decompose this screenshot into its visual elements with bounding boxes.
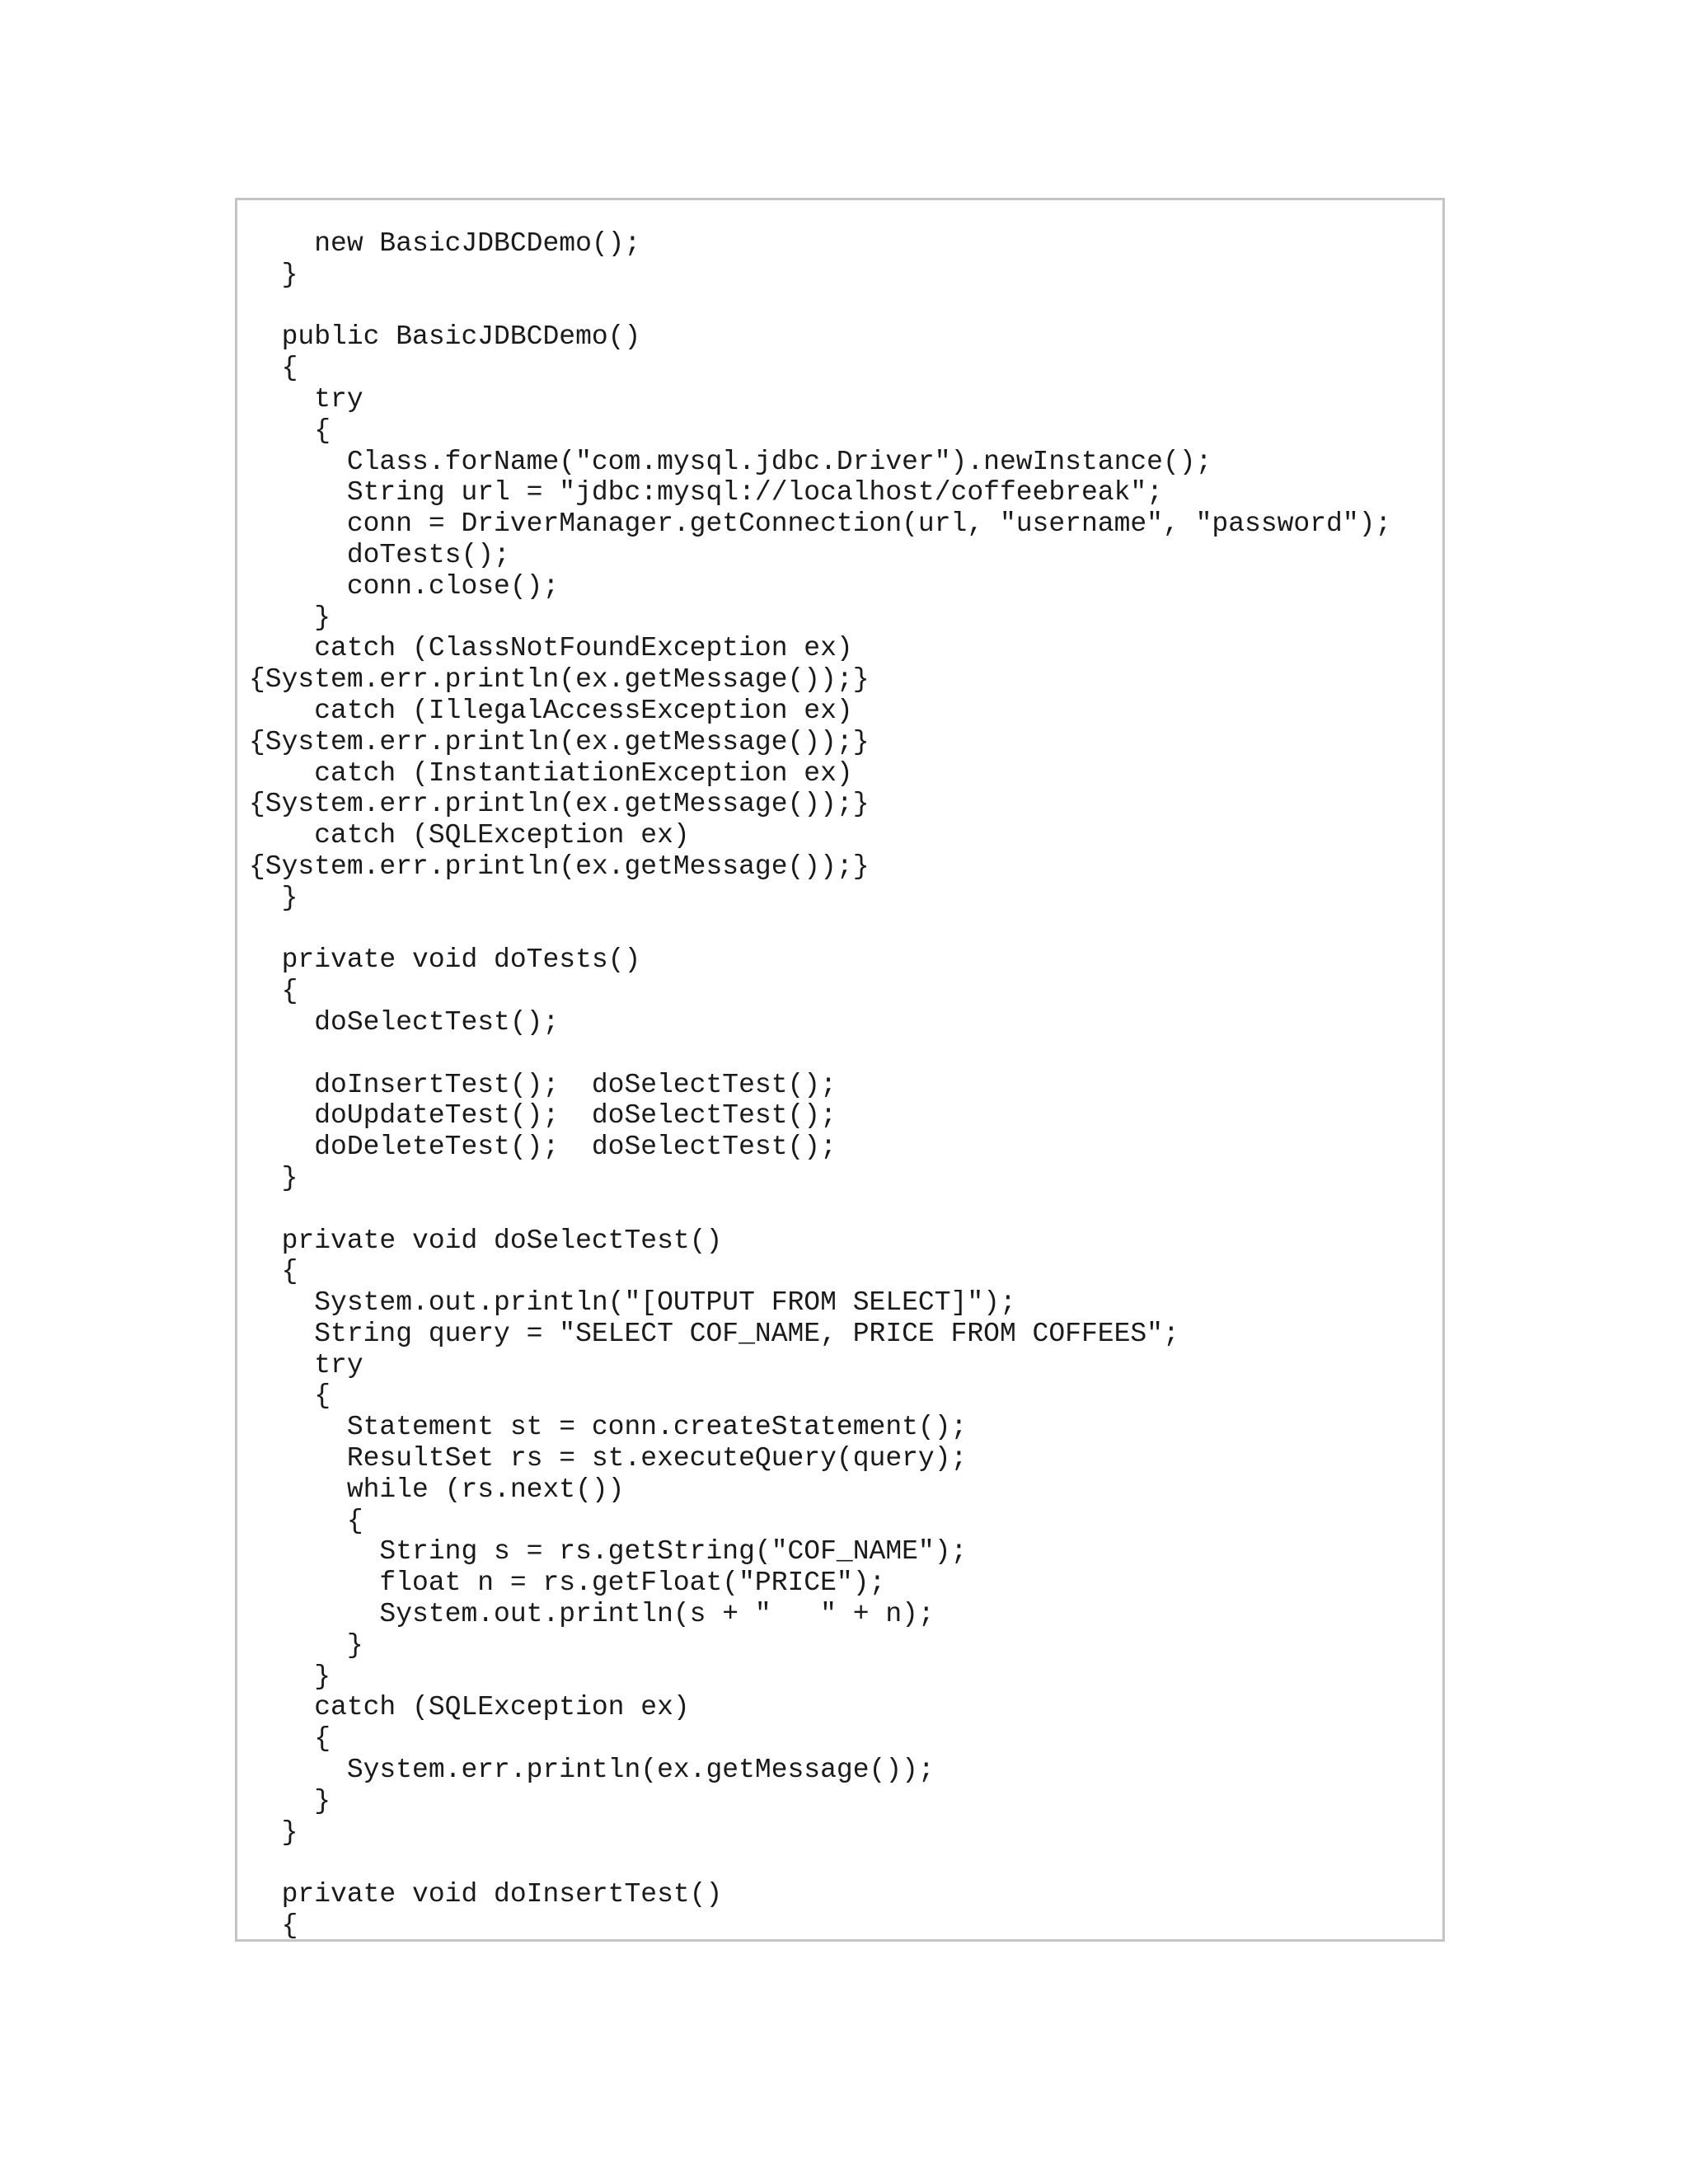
code-line: String url = "jdbc:mysql://localhost/coffeebreak";	[249, 477, 1163, 509]
code-line: Class.forName("com.mysql.jdbc.Driver").newInstance();	[249, 446, 1212, 477]
code-line: {	[249, 976, 298, 1007]
code-line: try	[249, 383, 363, 415]
code-line	[249, 291, 1391, 322]
code-line: catch (ClassNotFoundException ex)	[249, 633, 853, 664]
code-line: }	[249, 259, 298, 290]
code-line: {	[249, 1723, 331, 1755]
code-line: catch (InstantiationException ex)	[249, 757, 853, 789]
code-line	[249, 1194, 1391, 1226]
code-line: float n = rs.getFloat("PRICE");	[249, 1568, 886, 1599]
code-line: }	[249, 882, 298, 913]
code-line: doDeleteTest(); doSelectTest();	[249, 1132, 837, 1163]
code-line: {	[249, 1910, 298, 1942]
code-line: doTests();	[249, 539, 510, 570]
code-line: new BasicJDBCDemo();	[249, 228, 641, 259]
code-line: }	[249, 1816, 298, 1848]
code-line: catch (IllegalAccessException ex)	[249, 695, 853, 726]
code-line: ResultSet rs = st.executeQuery(query);	[249, 1443, 968, 1474]
code-line: {System.err.println(ex.getMessage());}	[249, 851, 870, 882]
code-line: catch (SQLException ex)	[249, 820, 690, 851]
code-line: while (rs.next())	[249, 1474, 625, 1505]
code-line: String query = "SELECT COF_NAME, PRICE FROM COFFEES";	[249, 1318, 1179, 1349]
code-line: conn = DriverManager.getConnection(url, "username", "password");	[249, 509, 1392, 540]
code-line: {System.err.println(ex.getMessage());}	[249, 664, 870, 696]
code-line: System.out.println("[OUTPUT FROM SELECT]");	[249, 1287, 1016, 1319]
code-line: {	[249, 1380, 331, 1412]
code-line: }	[249, 602, 331, 633]
code-line: }	[249, 1661, 331, 1692]
code-line	[249, 1038, 1391, 1070]
code-line: public BasicJDBCDemo()	[249, 321, 641, 353]
code-line	[249, 914, 1391, 945]
code-line: }	[249, 1785, 331, 1816]
code-line: conn.close();	[249, 570, 560, 602]
code-line: {	[249, 1256, 298, 1287]
code-listing	[249, 228, 1391, 1942]
code-line: doUpdateTest(); doSelectTest();	[249, 1100, 837, 1132]
code-line: Statement st = conn.createStatement();	[249, 1412, 968, 1443]
code-line: doSelectTest();	[249, 1006, 560, 1038]
code-line: }	[249, 1162, 298, 1193]
code-line: try	[249, 1349, 363, 1380]
code-line: private void doTests()	[249, 944, 641, 976]
code-line: System.out.println(s + " " + n);	[249, 1599, 935, 1630]
code-line: catch (SQLException ex)	[249, 1692, 690, 1723]
code-line: doInsertTest(); doSelectTest();	[249, 1069, 837, 1100]
code-line: {	[249, 353, 298, 384]
code-line	[249, 1848, 1391, 1879]
code-line: System.err.println(ex.getMessage());	[249, 1755, 935, 1786]
code-line: {	[249, 415, 331, 446]
code-line: }	[249, 1629, 363, 1661]
code-listing-box	[235, 198, 1445, 1942]
code-line: String s = rs.getString("COF_NAME");	[249, 1536, 968, 1568]
code-line: {	[249, 1505, 363, 1536]
code-line: private void doInsertTest()	[249, 1879, 723, 1910]
code-line: {System.err.println(ex.getMessage());}	[249, 726, 870, 757]
code-line: private void doSelectTest()	[249, 1225, 723, 1256]
code-line: {System.err.println(ex.getMessage());}	[249, 789, 870, 820]
